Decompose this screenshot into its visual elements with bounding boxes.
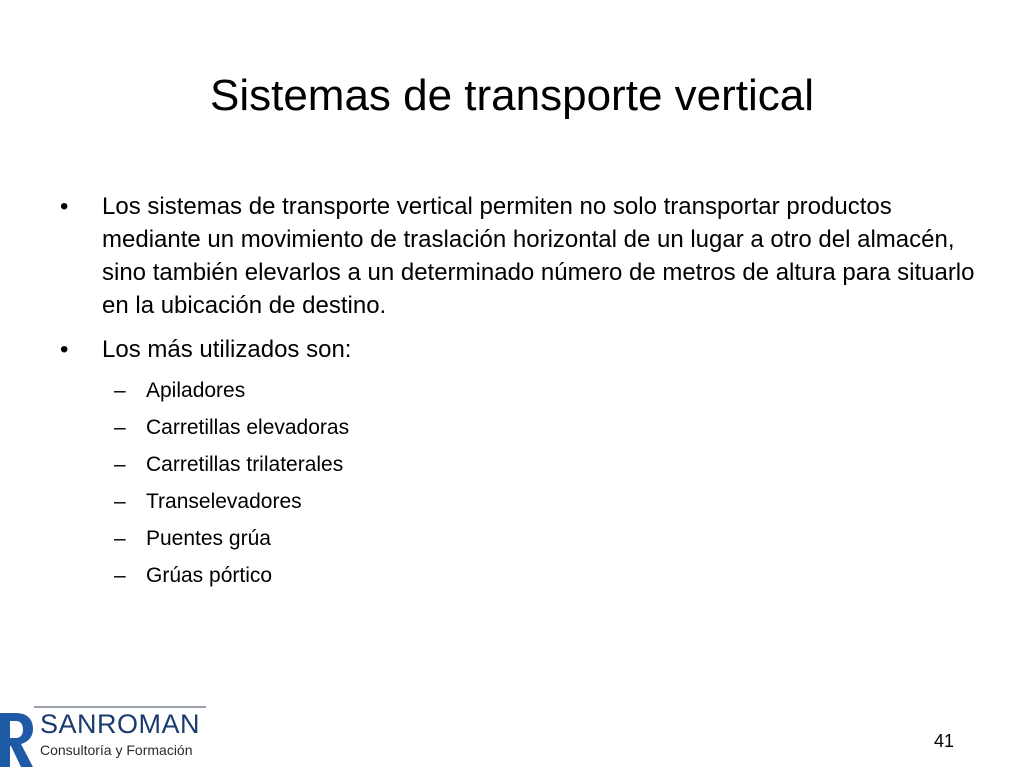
sub-bullet-dash: –	[114, 490, 126, 513]
sub-bullet-dash: –	[114, 453, 126, 476]
bullet-item	[60, 190, 980, 322]
logo-tagline: Consultoría y Formación	[40, 742, 193, 758]
sub-bullet-item	[60, 525, 980, 552]
page-number: 41	[934, 731, 955, 751]
logo-divider	[34, 706, 206, 708]
sub-bullet-item	[60, 488, 980, 515]
sub-bullet-dash: –	[114, 416, 126, 439]
bullet-marker: •	[60, 193, 69, 220]
sub-bullet-dash: –	[114, 564, 126, 587]
slide-content	[60, 190, 980, 599]
sub-bullet-dash: –	[114, 527, 126, 550]
logo-name: SANROMAN	[40, 709, 201, 739]
sub-bullet-list	[60, 377, 980, 589]
company-logo	[0, 706, 206, 768]
sub-bullet-dash: –	[114, 379, 126, 402]
sub-bullet-text: Carretillas elevadoras	[146, 416, 350, 439]
sub-bullet-text: Grúas pórtico	[146, 564, 273, 587]
slide-title: Sistemas de transporte vertical	[209, 71, 815, 120]
sub-bullet-item	[60, 451, 980, 478]
bullet-item	[60, 333, 980, 366]
bullet-marker: •	[60, 336, 69, 363]
sub-bullet-item	[60, 562, 980, 589]
bullet-text: Los más utilizados son:	[102, 336, 352, 363]
sub-bullet-text: Transelevadores	[146, 490, 302, 513]
sub-bullet-item	[60, 414, 980, 441]
sub-bullet-item	[60, 377, 980, 404]
sub-bullet-text: Carretillas trilaterales	[146, 453, 344, 476]
r-logo-icon	[0, 709, 34, 767]
sub-bullet-text: Puentes grúa	[146, 527, 271, 550]
bullet-text: Los sistemas de transporte vertical permiten no solo transportar productos mediante un movimiento de traslación horizontal de un lugar a otro del almacén, sino también elevarlos a un determinado número de metros de altura para situarlo en la ubicación de destino.	[102, 193, 975, 319]
sub-bullet-text: Apiladores	[146, 379, 246, 402]
